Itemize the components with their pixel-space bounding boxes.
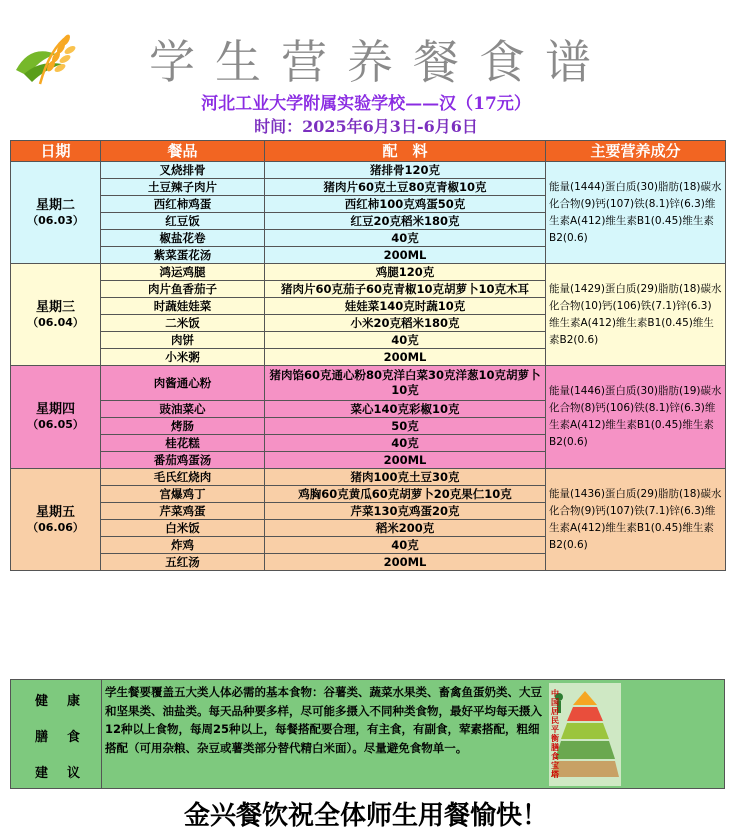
dish-ingredients: 40克 bbox=[265, 537, 546, 554]
page-title: 学生营养餐食谱 bbox=[149, 35, 611, 89]
dish-ingredients: 200ML bbox=[265, 452, 546, 469]
dish-name: 小米粥 bbox=[101, 349, 265, 366]
dish-ingredients: 西红柿100克鸡蛋50克 bbox=[265, 196, 546, 213]
dish-name: 椒盐花卷 bbox=[101, 230, 265, 247]
pyramid-title: 中国居民平衡膳食宝塔 bbox=[551, 689, 559, 779]
wheat-logo-icon bbox=[10, 30, 78, 90]
dish-name: 肉酱通心粉 bbox=[101, 366, 265, 401]
day-name: 星期五 bbox=[35, 504, 75, 520]
dish-ingredients: 娃娃菜140克时蔬10克 bbox=[265, 298, 546, 315]
dish-name: 二米饭 bbox=[101, 315, 265, 332]
dish-ingredients: 鸡腿120克 bbox=[265, 264, 546, 281]
day-name: 星期三 bbox=[35, 299, 75, 315]
table-row bbox=[11, 366, 726, 401]
dish-ingredients: 猪排骨120克 bbox=[265, 162, 546, 179]
day-date: （06.03） bbox=[27, 213, 84, 227]
day-cell-wednesday bbox=[11, 264, 101, 366]
label-char: 膳 bbox=[35, 730, 49, 745]
header-dish: 餐品 bbox=[101, 141, 265, 162]
day-cell-tuesday bbox=[11, 162, 101, 264]
dish-name: 宫爆鸡丁 bbox=[101, 486, 265, 503]
nutrition-cell: 能量(1446)蛋白质(30)脂肪(19)碳水化合物(8)钙(106)铁(8.1)锌(6.3)维生素A(412)维生素B1(0.45)维生素B2(0.6) bbox=[546, 366, 726, 469]
dish-name: 桂花糕 bbox=[101, 435, 265, 452]
dish-name: 番茄鸡蛋汤 bbox=[101, 452, 265, 469]
day-date: （06.04） bbox=[27, 315, 84, 329]
dish-name: 肉饼 bbox=[101, 332, 265, 349]
day-date: （06.05） bbox=[27, 418, 84, 431]
header-date: 日期 bbox=[11, 141, 101, 162]
dish-ingredients: 40克 bbox=[265, 435, 546, 452]
dish-name: 白米饭 bbox=[101, 520, 265, 537]
dish-ingredients: 200ML bbox=[265, 247, 546, 264]
dish-name: 鸿运鸡腿 bbox=[101, 264, 265, 281]
table-row bbox=[11, 469, 726, 486]
health-advice-label bbox=[11, 680, 102, 788]
nutrition-cell: 能量(1444)蛋白质(30)脂肪(18)碳水化合物(9)钙(107)铁(8.1)锌(6.3)维生素A(412)维生素B1(0.45)维生素B2(0.6) bbox=[546, 162, 726, 264]
day-cell-thursday bbox=[11, 366, 101, 469]
dish-ingredients: 猪肉片60克茄子60克青椒10克胡萝卜10克木耳 bbox=[265, 281, 546, 298]
day-name: 星期四 bbox=[35, 402, 75, 417]
menu-table bbox=[10, 140, 726, 571]
dish-ingredients: 猪肉100克土豆30克 bbox=[265, 469, 546, 486]
dish-ingredients: 小米20克稻米180克 bbox=[265, 315, 546, 332]
period-subtitle: 时间：2025年6月3日-6月6日 bbox=[254, 117, 478, 136]
label-char: 食 bbox=[67, 730, 81, 745]
dish-name: 豉油菜心 bbox=[101, 401, 265, 418]
dish-name: 烤肠 bbox=[101, 418, 265, 435]
day-date: （06.06） bbox=[27, 520, 84, 534]
dish-name: 毛氏红烧肉 bbox=[101, 469, 265, 486]
table-header-row bbox=[11, 141, 726, 162]
dish-ingredients: 芹菜130克鸡蛋20克 bbox=[265, 503, 546, 520]
label-char: 建 bbox=[35, 766, 49, 781]
nutrition-cell: 能量(1429)蛋白质(29)脂肪(18)碳水化合物(10)钙(106)铁(7.1)锌(6.3)维生素A(412)维生素B1(0.45)维生素B2(0.6) bbox=[546, 264, 726, 366]
dish-ingredients: 红豆20克稻米180克 bbox=[265, 213, 546, 230]
header-nutrition: 主要营养成分 bbox=[546, 141, 726, 162]
dish-name: 芹菜鸡蛋 bbox=[101, 503, 265, 520]
dish-name: 肉片鱼香茄子 bbox=[101, 281, 265, 298]
dish-name: 西红柿鸡蛋 bbox=[101, 196, 265, 213]
health-advice-text: 学生餐要覆盖五大类人体必需的基本食物：谷薯类、蔬菜水果类、畜禽鱼蛋奶类、大豆和坚果类、油盐类。每天品种要多样，尽可能多摄入不同种类食物，最好平均每天摄入12种以上食物，每周25种以上，每餐搭配要合理，有主食，有副食，荤素搭配，粗细搭配（可用杂粮、杂豆或薯类部分替代精白米面）。尽量避免食物单一。 bbox=[105, 685, 542, 755]
header-ingredients: 配 料 bbox=[265, 141, 546, 162]
dish-name: 叉烧排骨 bbox=[101, 162, 265, 179]
dish-name: 时蔬娃娃菜 bbox=[101, 298, 265, 315]
dish-name: 五红汤 bbox=[101, 554, 265, 571]
dish-ingredients: 200ML bbox=[265, 349, 546, 366]
dish-ingredients: 菜心140克彩椒10克 bbox=[265, 401, 546, 418]
dish-ingredients: 40克 bbox=[265, 332, 546, 349]
label-char: 康 bbox=[67, 694, 81, 709]
dish-ingredients: 稻米200克 bbox=[265, 520, 546, 537]
nutrition-cell: 能量(1436)蛋白质(29)脂肪(18)碳水化合物(9)钙(107)铁(7.1)锌(6.3)维生素A(412)维生素B1(0.45)维生素B2(0.6) bbox=[546, 469, 726, 571]
table-row bbox=[11, 264, 726, 281]
health-advice-section bbox=[10, 679, 725, 789]
day-name: 星期二 bbox=[35, 197, 75, 213]
dish-name: 红豆饭 bbox=[101, 213, 265, 230]
dish-ingredients: 猪肉馅60克通心粉80克洋白菜30克洋葱10克胡萝卜10克 bbox=[265, 366, 546, 401]
food-pyramid-image bbox=[549, 683, 621, 786]
dish-name: 炸鸡 bbox=[101, 537, 265, 554]
footer-slogan: 金兴餐饮祝全体师生用餐愉快！ bbox=[183, 801, 548, 831]
dish-ingredients: 鸡胸60克黄瓜60克胡萝卜20克果仁10克 bbox=[265, 486, 546, 503]
dish-ingredients: 猪肉片60克土豆80克青椒10克 bbox=[265, 179, 546, 196]
table-row bbox=[11, 162, 726, 179]
label-char: 健 bbox=[35, 694, 49, 709]
dish-ingredients: 40克 bbox=[265, 230, 546, 247]
dish-ingredients: 50克 bbox=[265, 418, 546, 435]
dish-name: 土豆辣子肉片 bbox=[101, 179, 265, 196]
header bbox=[0, 0, 732, 140]
day-cell-friday bbox=[11, 469, 101, 571]
label-char: 议 bbox=[67, 766, 81, 781]
dish-ingredients: 200ML bbox=[265, 554, 546, 571]
school-subtitle: 河北工业大学附属实验学校——汉（17元） bbox=[201, 94, 531, 114]
dish-name: 紫菜蛋花汤 bbox=[101, 247, 265, 264]
